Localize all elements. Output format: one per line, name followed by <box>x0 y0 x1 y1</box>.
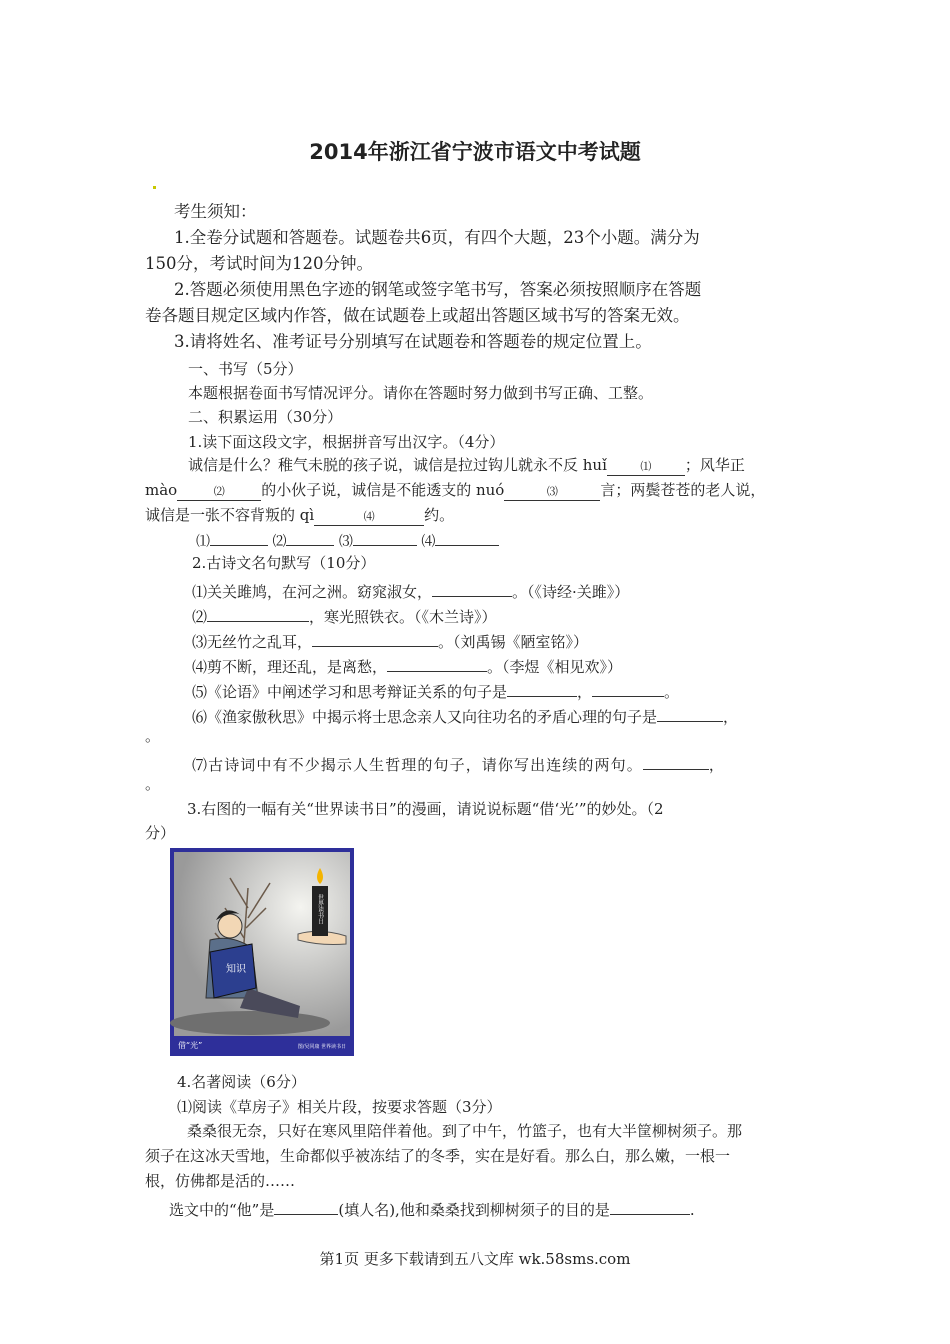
q2-text: ⑶无丝竹之乱耳， <box>192 633 313 651</box>
q2-prompt: 2.古诗文名句默写（10分） <box>192 554 376 572</box>
q2-text: ⑴关关雎鸠，在河之洲。窈窕淑女， <box>192 583 433 601</box>
notice-item-2a: 2.答题必须使用黑色字迹的钢笔或签字笔书写，答案必须按照顺序在答题 <box>174 280 702 299</box>
q2-blank-1[interactable] <box>432 581 512 597</box>
q2-text: ， <box>723 708 739 726</box>
book-label: 知识 <box>226 964 246 975</box>
q1-passage-line2 <box>145 483 765 501</box>
q1-blank-4[interactable]: ⑷ <box>314 510 424 526</box>
notice-item-2b: 卷各题目规定区域内作答，做在试题卷上或超出答题区域书写的答案无效。 <box>145 306 690 325</box>
q2-item-6-end: 。 <box>145 727 161 745</box>
cartoon-caption-left: 借“光” <box>178 1041 203 1050</box>
q1-answer-label-2: ⑵ <box>272 534 287 550</box>
q1-blank-3[interactable]: ⑶ <box>504 485 600 501</box>
q2-blank-3[interactable] <box>312 631 438 647</box>
section2-heading: 二、积累运用（30分） <box>188 408 343 426</box>
q2-text: ，寒光照铁衣。（《木兰诗》） <box>309 608 497 626</box>
q1-text: 诚信是一张不容背叛的 qì <box>145 506 315 524</box>
cartoon-caption-right: 图/吴同康 世界读书日 <box>297 1044 346 1050</box>
q2-blank-2[interactable] <box>207 606 309 622</box>
q4-sub1: ⑴阅读《草房子》相关片段，按要求答题（3分） <box>177 1098 502 1116</box>
q4-passage-2: 须子在这冰天雪地，生命都似乎被冻结了的冬季，实在是好看。那么白，那么嫩，一根一 <box>145 1147 731 1165</box>
q2-item-7-end: 。 <box>145 775 161 793</box>
q4-question <box>169 1199 695 1218</box>
notice-item-3: 3.请将姓名、准考证号分别填写在试题卷和答题卷的规定位置上。 <box>174 332 652 351</box>
q1-passage-line3 <box>145 508 454 526</box>
q1-text: 诚信是什么？稚气未脱的孩子说，诚信是拉过钩儿就永不反 huǐ <box>188 456 607 474</box>
q2-item-5 <box>192 681 679 700</box>
q1-text: 言；两鬓苍苍的老人说， <box>600 481 766 499</box>
q1-answer-row <box>196 533 499 549</box>
q1-answer-blank-2[interactable] <box>286 533 334 546</box>
q1-answer-label-4: ⑷ <box>421 534 436 550</box>
q1-answer-blank-1[interactable] <box>210 533 268 546</box>
q1-text: ；风华正 <box>684 456 745 474</box>
q4-blank-name[interactable] <box>274 1199 338 1215</box>
candle-label: 世界读书日 <box>316 894 324 924</box>
q2-blank-6a[interactable] <box>657 706 723 722</box>
q2-blank-5a[interactable] <box>507 681 577 697</box>
q2-text: ⑷剪不断，理还乱，是离愁， <box>192 658 388 676</box>
q3-prompt-b: 分） <box>145 824 176 842</box>
q1-blank-2[interactable]: ⑵ <box>177 485 261 501</box>
q2-item-1 <box>192 581 629 600</box>
q4-text: . <box>689 1201 695 1219</box>
q4-text: 选文中的“他”是 <box>169 1201 275 1219</box>
q2-text: ⑹《渔家傲秋思》中揭示将士思念亲人又向往功名的矛盾心理的句子是 <box>192 708 658 726</box>
q2-blank-4[interactable] <box>387 656 487 672</box>
q1-blank-1[interactable]: ⑴ <box>607 460 685 476</box>
q1-prompt: 1.读下面这段文字，根据拼音写出汉字。（4分） <box>188 433 505 451</box>
q4-prompt: 4.名著阅读（6分） <box>177 1073 306 1091</box>
q2-text: 。（刘禹锡《陋室铭》） <box>438 633 589 651</box>
q2-text: 。（《诗经·关雎》） <box>512 583 630 601</box>
q1-text: 的小伙子说，诚信是不能透支的 nuó <box>261 481 505 499</box>
q2-item-7 <box>192 754 725 773</box>
q2-text: ⑺古诗词中有不少揭示人生哲理的句子，请你写出连续的两句。 <box>192 756 643 774</box>
q4-passage-1: 桑桑很无奈，只好在寒风里陪伴着他。到了中午，竹篮子，也有大半筐柳树须子。那 <box>187 1122 743 1140</box>
q2-text: ， <box>708 756 725 774</box>
q2-text: ⑸《论语》中阐述学习和思考辩证关系的句子是 <box>192 683 508 701</box>
q3-prompt-a: 3.右图的一幅有关“世界读书日”的漫画，请说说标题“借‘光’”的妙处。（2 <box>187 800 664 818</box>
cartoon-image <box>170 848 354 1056</box>
q2-blank-7a[interactable] <box>643 754 709 770</box>
q4-text: (填人名),他和桑桑找到柳树须子的目的是 <box>338 1201 610 1219</box>
stray-dot <box>153 186 156 189</box>
q1-passage-line1 <box>188 458 745 476</box>
q2-item-2 <box>192 606 497 625</box>
q2-item-3 <box>192 631 588 650</box>
section1-heading: 一、书写（5分） <box>188 360 303 378</box>
section1-text: 本题根据卷面书写情况评分。请你在答题时努力做到书写正确、工整。 <box>188 384 654 402</box>
q2-item-6 <box>192 706 738 725</box>
page-footer: 第1页 更多下载请到五八文库 wk.58sms.com <box>319 1250 631 1268</box>
notice-heading: 考生须知： <box>174 202 257 221</box>
q1-text: mào <box>145 481 178 499</box>
q4-passage-3: 根，仿佛都是活的…… <box>145 1172 296 1190</box>
q2-blank-5b[interactable] <box>592 681 664 697</box>
q1-text: 约。 <box>424 506 455 524</box>
q1-answer-blank-4[interactable] <box>435 533 499 546</box>
q2-text: 。 <box>664 683 680 701</box>
q1-answer-label-3: ⑶ <box>338 534 353 550</box>
page-title: 2014年浙江省宁波市语文中考试题 <box>309 140 641 164</box>
q1-answer-label-1: ⑴ <box>196 534 210 550</box>
notice-item-1b: 150分，考试时间为120分钟。 <box>145 254 373 273</box>
q2-text: 。（李煜《相见欢》） <box>487 658 623 676</box>
q1-answer-blank-3[interactable] <box>353 533 417 546</box>
q2-text: ⑵ <box>192 608 208 626</box>
q2-item-4 <box>192 656 622 675</box>
q2-text: ， <box>577 683 593 701</box>
notice-item-1a: 1.全卷分试题和答题卷。试题卷共6页，有四个大题，23个小题。满分为 <box>174 228 700 247</box>
q4-blank-purpose[interactable] <box>610 1199 690 1215</box>
